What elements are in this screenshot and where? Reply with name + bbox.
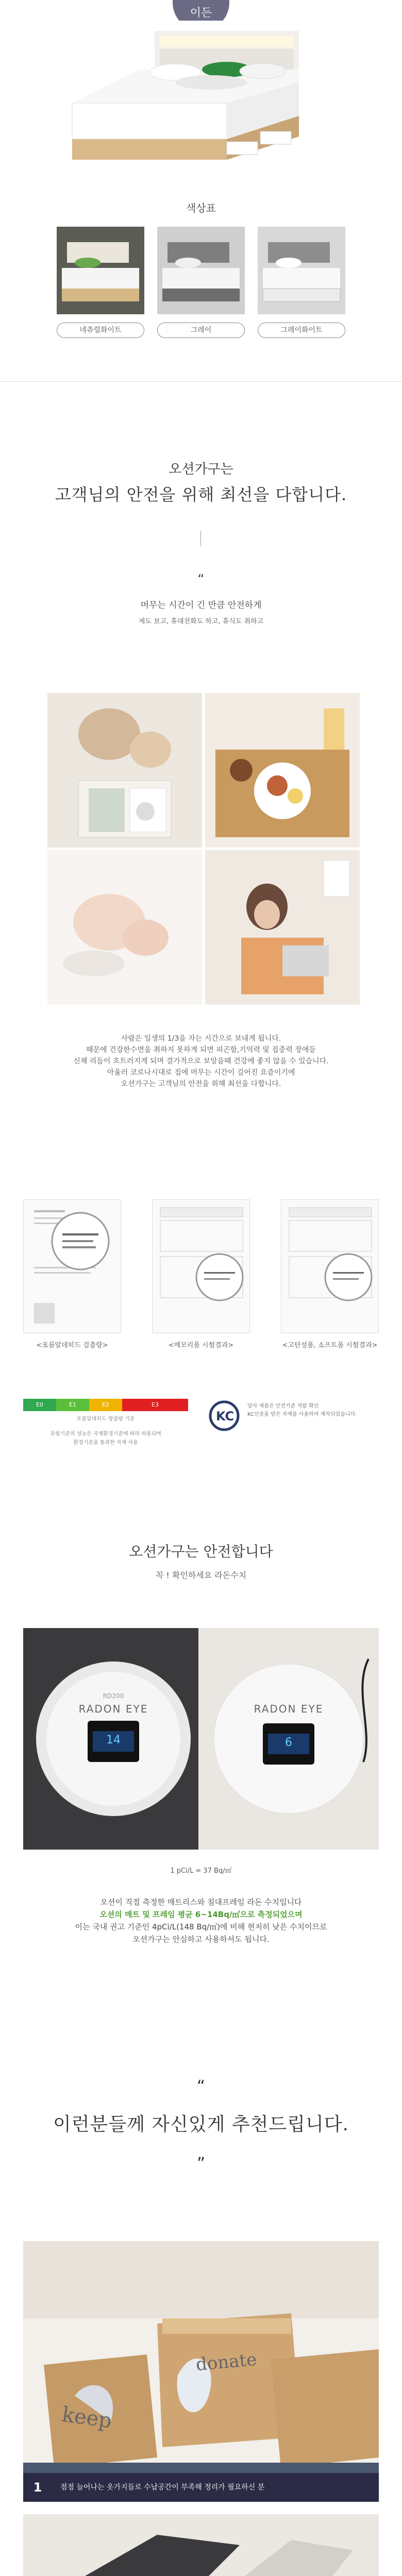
- radon-title: 오션가구는 안전합니다: [129, 1543, 273, 1560]
- kc-line-2: KC인증을 받은 자재를 사용하여 제작되었습니다.: [247, 1412, 357, 1417]
- device-brand-label-2: RADON EYE: [254, 1703, 324, 1715]
- safety-headline-line2: 고객님의 안전을 위해 최선을 다합니다.: [55, 485, 347, 504]
- sleep-line-1: 사람은 일생의 1/3을 자는 시간으로 보내게 됩니다.: [121, 1035, 281, 1043]
- recommend-item-bar: [23, 2473, 379, 2502]
- safety-subtitle-2: 제도 보고, 휴대전화도 하고, 휴식도 취하고: [138, 618, 264, 625]
- section-divider: [0, 381, 402, 382]
- photo-breakfast-tray: [205, 693, 360, 848]
- radon-subtitle: 꼭 ! 확인하세요 라돈수치: [155, 1570, 247, 1580]
- photo-baby-feet: [47, 850, 202, 1005]
- kc-line-1: 당사 제품은 안전기준 적합 확인: [247, 1403, 319, 1409]
- color-chart-title: 색상표: [186, 202, 216, 214]
- kc-mark-icon: [209, 1400, 240, 1431]
- swatch-label-gray-white[interactable]: 그레이화이트: [258, 323, 345, 338]
- cert-document-memory-foam: [152, 1199, 250, 1333]
- swatch-gray-white-image[interactable]: [258, 227, 345, 314]
- device-brand-label: RADON EYE: [78, 1703, 148, 1715]
- device-model-label: RD200: [103, 1692, 124, 1700]
- cert-caption-memory-foam: <메모리폼 시험결과>: [168, 1342, 234, 1349]
- radon-unit-caption: 1 pCi/L = 37 Bq/㎥: [170, 1867, 232, 1875]
- box-label-keep: keep: [60, 2402, 113, 2433]
- recommend-photo-boxes: [23, 2241, 379, 2488]
- recommend-item-text: 점점 늘어나는 옷가지들로 수납공간이 부족해 정리가 필요하신 분: [60, 2483, 265, 2492]
- radon-reading-1: 14: [106, 1734, 121, 1747]
- vertical-divider: [200, 531, 201, 546]
- quote-mark-open: “: [197, 572, 205, 587]
- radon-device-photo-1: [23, 1628, 204, 1850]
- photo-woman-laptop: [205, 850, 360, 1005]
- next-recommend-photo: [23, 2514, 379, 2576]
- swatch-label-natural-white[interactable]: 네츄럴화이트: [57, 323, 144, 338]
- cert-document-formaldehyde: [23, 1199, 121, 1333]
- formaldehyde-grade-bar: [23, 1399, 188, 1446]
- grade-e3: E3: [122, 1399, 188, 1411]
- hero-section: [0, 0, 402, 185]
- cert-caption-high-elastic-foam: <고탄성폼, 소프트폼 시험결과>: [282, 1342, 378, 1349]
- product-title-badge: 이든: [173, 0, 229, 31]
- recommend-title: 이런분들께 자신있게 추천드립니다.: [53, 2114, 349, 2135]
- box-label-donate: donate: [195, 2349, 258, 2376]
- radon-line-3: 이는 국내 권고 기준인 4pCi/L(148 Bq/㎥)에 비해 현저히 낮은 수치이므로: [75, 1922, 327, 1931]
- sleep-line-5: 오션가구는 고객님의 안전을 위해 최선을 다합니다.: [121, 1080, 281, 1088]
- radon-description: [0, 1896, 402, 1945]
- grade-note-2: 유럽기준의 성능은 국제환경기준에 따라 허용되며: [50, 1431, 161, 1437]
- radon-reading-2: 6: [285, 1736, 292, 1749]
- swatch-label-gray[interactable]: 그레이: [157, 323, 245, 338]
- photo-reading-book: [47, 693, 202, 848]
- radon-line-4: 오션가구는 안심하고 사용하셔도 됩니다.: [132, 1935, 270, 1944]
- bed-product-image: [57, 21, 345, 175]
- swatch-natural-white-image[interactable]: [57, 227, 144, 314]
- grade-note-1: 포름알데히드 방출량 기준: [76, 1416, 135, 1422]
- grade-e2: E2: [89, 1399, 122, 1411]
- safety-subtitle: 머무는 시간이 긴 만큼 안전하게: [140, 600, 262, 611]
- grade-note-3: 환경기준을 통과한 자재 사용: [73, 1440, 138, 1446]
- grade-e0: E0: [23, 1399, 56, 1411]
- sleep-line-4: 아울러 코로나시대로 집에 머무는 시간이 길어진 요즘이기에: [107, 1069, 295, 1077]
- grade-e1: E1: [56, 1399, 89, 1411]
- radon-line-2-highlight: 오션의 매트 및 프레임 평균 6~14Bq/㎥으로 측정되었으며: [99, 1910, 303, 1919]
- swatch-gray-image[interactable]: [157, 227, 245, 314]
- sleep-line-2: 때문에 건강한수면을 취하지 못하게 되면 피곤함,기억력 및 집중력 장애등: [86, 1046, 316, 1054]
- cert-caption-formaldehyde: <포름알데히드 검출량>: [36, 1342, 108, 1349]
- kc-description: [247, 1402, 381, 1419]
- svg-text:KC: KC: [216, 1409, 234, 1423]
- recommend-quote-open: “: [196, 2076, 206, 2096]
- safety-headline-line1: 오션가구는: [169, 462, 233, 477]
- cert-document-high-elastic-foam: [281, 1199, 379, 1333]
- sleep-line-3: 신체 리듬이 흐트러지게 되며 결가적으로 보앙을때 건강에 좋지 않을 수 있습니다.: [73, 1057, 329, 1065]
- sleep-description: [0, 1033, 402, 1090]
- recommend-item-number: 1: [33, 2480, 42, 2495]
- recommend-quote-close: ”: [196, 2154, 206, 2173]
- radon-device-photo-2: [198, 1628, 379, 1850]
- radon-line-1: 오션이 직접 측정한 매트리스와 침대프레임 라돈 수치입니다: [100, 1897, 302, 1907]
